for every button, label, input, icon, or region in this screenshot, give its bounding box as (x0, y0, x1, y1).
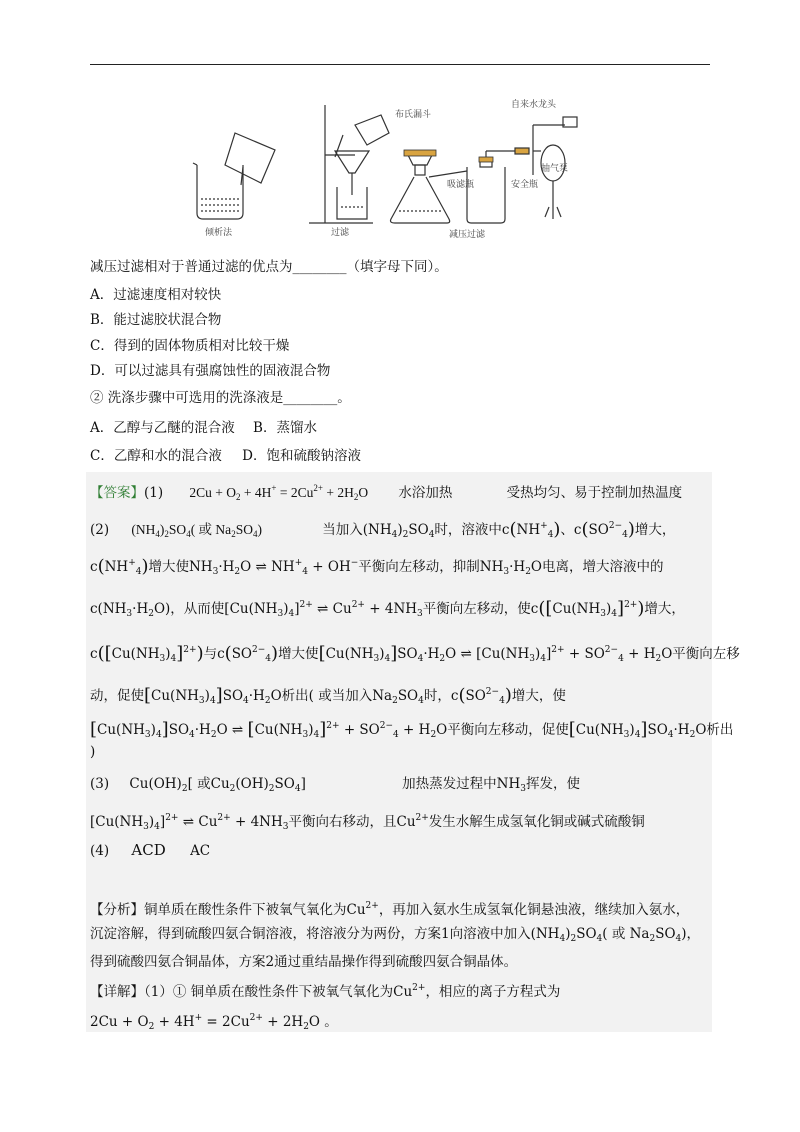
label-pump: 抽气泵 (541, 164, 569, 174)
analysis-line2: 沉淀溶解，得到硫酸四氨合铜溶液，将溶液分为两份，方案1向溶液中加入$(NH_4)_2SO_4$( 或 $Na_2SO_4$)， (90, 926, 701, 944)
top-rule (90, 64, 710, 65)
analysis-tag: 【分析】 (90, 902, 144, 918)
answer-4 (90, 840, 210, 861)
analysis-line3: 得到硫酸四氨合铜晶体，方案2通过重结晶操作得到硫酸四氨合铜晶体。 (90, 954, 518, 970)
detail-tag: 【详解】 (90, 984, 144, 1000)
answer-2-line3: $c(NH_3\cdot H_2O)$，从而使$[Cu(NH_3)_4]^{2+}$ ⇌ $Cu^{2+} + 4NH_3$平衡向左移动，使$c([Cu(NH_3)_4]^{2+})$增大， (90, 598, 685, 619)
label-tap: 自来水龙头 (511, 100, 557, 110)
label-flask: 吸滤瓶 (447, 180, 475, 190)
q1-option-b: B．能过滤胶状混合物 (90, 312, 222, 328)
answer-1-method: 水浴加热 (398, 485, 453, 501)
answer-4-first: ACD (131, 841, 166, 859)
apparatus-drawing (185, 95, 585, 245)
answer-1-reason: 受热均匀、易于控制加热温度 (506, 485, 683, 501)
q1-stem: 减压过滤相对于普通过滤的优点为________（填字母下同）。 (90, 259, 448, 275)
answer-2-line6: $[Cu(NH_3)_4]SO_4\cdot H_2O$ ⇌ $[Cu(NH_3)_4]^{2+} + SO^{2-}_4 + H_2O$平衡向左移动，促使$[Cu(NH_3)_4]SO_4\cdot H_2O$析出 (90, 719, 734, 740)
answer-2-line4: $c([Cu(NH_3)_4]^{2+})$与$c(SO^{2-}_4)$增大使$[Cu(NH_3)_4]SO_4\cdot H_2O$ ⇌ $[Cu(NH_3)_4]^{2+} + SO^{2-}_4 + H_2O$平衡向左移 (90, 643, 740, 664)
answer-tag: 【答案】 (90, 485, 144, 501)
q2-option-d: D．饱和硫酸钠溶液 (242, 448, 361, 464)
q2-option-b: B．蒸馏水 (253, 420, 317, 436)
label-decant: 倾析法 (205, 228, 233, 238)
answer-3-num: (3) (90, 776, 110, 792)
answer-4-second: AC (190, 843, 211, 859)
q1-option-d: D．可以过滤具有强腐蚀性的固液混合物 (90, 363, 331, 379)
answer-4-num: (4) (90, 843, 110, 859)
q2-options-row2 (90, 446, 361, 466)
apparatus-figure (185, 95, 585, 245)
answer-3-line2: $[Cu(NH_3)_4]^{2+}$ ⇌ $Cu^{2+} + 4NH_3$平衡向右移动，且$Cu^{2+}$发生水解生成氢氧化铜或碱式硫酸铜 (90, 813, 645, 832)
label-filter: 过滤 (331, 228, 350, 238)
label-buchner: 布氏漏斗 (395, 110, 432, 120)
q1-option-c: C．得到的固体物质相对比较干燥 (90, 338, 290, 354)
q1-option-a: A．过滤速度相对较快 (90, 287, 222, 303)
q2-option-a: A．乙醇与乙醚的混合液 (90, 420, 235, 436)
answer-2-line5: 动，促使$[Cu(NH_3)_4]SO_4\cdot H_2O$析出( 或当加入$Na_2SO_4$时，$c(SO^{2-}_4)$增大，使 (90, 685, 566, 706)
answer-1-num: (1) (144, 485, 164, 501)
answer-2-line2: $c(NH^+_4)$增大使$NH_3\cdot H_2O$ ⇌ $NH^+_4 + OH^-$平衡向左移动，抑制$NH_3\cdot H_2O$电离，增大溶液中的 (90, 556, 664, 577)
answer-1 (90, 478, 682, 507)
answer-2-line1: (2) $(NH_4)_2SO_4$( 或 $Na_2SO_4$) 当加入$(NH_4)_2SO_4$时，溶液中$c(NH^+_4)$、$c(SO^{2-}_4)$增大， (90, 519, 676, 540)
label-vacuum: 减压过滤 (449, 230, 486, 240)
answer-2-line7: ) (90, 744, 96, 760)
analysis-line1: 【分析】铜单质在酸性条件下被氧气氧化为$Cu^{2+}$，再加入氨水生成氢氧化铜悬浊液，继续加入氨水， (90, 901, 690, 918)
label-safety: 安全瓶 (511, 180, 539, 190)
answer-3-line1: (3) $Cu(OH)_2$[ 或$Cu_2(OH)_2SO_4$] 加热蒸发过程中$NH_3$挥发，使 (90, 776, 580, 794)
answer-2-num: (2) (90, 522, 110, 538)
q2-stem: ② 洗涤步骤中可选用的洗涤液是________。 (90, 390, 351, 406)
detail-line1: 【详解】（1）① 铜单质在酸性条件下被氧气氧化为$Cu^{2+}$，相应的离子方程式为 (90, 983, 561, 1000)
detail-line2: $2Cu + O_2 + 4H^+ = 2Cu^{2+} + 2H_2O$ 。 (90, 1013, 338, 1032)
answer-1-equation: $2Cu + O_2 + 4H^+ = 2Cu^{2+} + 2H_2O$ (189, 483, 369, 502)
q2-option-c: C．乙醇和水的混合液 (90, 448, 222, 464)
q2-options-row1 (90, 418, 317, 438)
